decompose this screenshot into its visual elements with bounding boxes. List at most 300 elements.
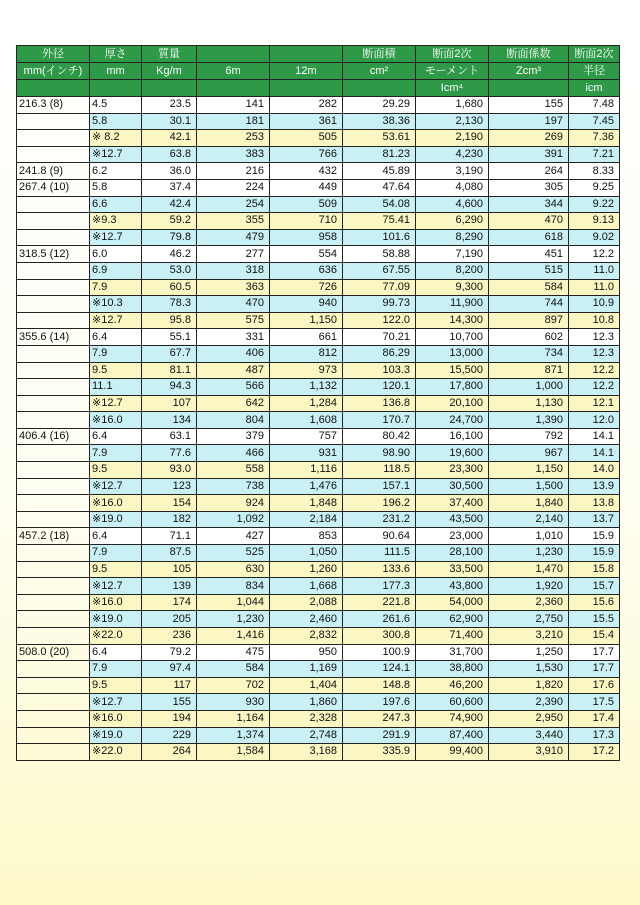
area-cell: 47.64 — [343, 179, 416, 196]
moment-cell: 31,700 — [416, 644, 489, 661]
moment-cell: 10,700 — [416, 329, 489, 346]
header-blank — [489, 80, 569, 97]
od-cell: 508.0 (20) — [17, 644, 90, 661]
header-area: 断面積 — [343, 46, 416, 63]
moment-cell: 1,680 — [416, 97, 489, 114]
area-cell: 221.8 — [343, 594, 416, 611]
radius-cell: 13.8 — [569, 495, 620, 512]
radius-cell: 7.48 — [569, 97, 620, 114]
od-cell — [17, 279, 90, 296]
header-area-unit: cm² — [343, 63, 416, 80]
radius-cell: 15.4 — [569, 628, 620, 645]
radius-cell: 12.1 — [569, 395, 620, 412]
weight-12m-cell: 1,132 — [270, 379, 343, 396]
area-cell: 196.2 — [343, 495, 416, 512]
od-cell: 241.8 (9) — [17, 163, 90, 180]
od-cell — [17, 495, 90, 512]
moment-cell: 43,800 — [416, 578, 489, 595]
area-cell: 38.36 — [343, 113, 416, 130]
table-row — [17, 345, 620, 362]
od-cell — [17, 594, 90, 611]
thickness-cell: 6.4 — [90, 644, 142, 661]
weight-6m-cell: 216 — [197, 163, 270, 180]
table-row — [17, 262, 620, 279]
moment-cell: 16,100 — [416, 428, 489, 445]
radius-cell: 17.7 — [569, 661, 620, 678]
modulus-cell: 305 — [489, 179, 569, 196]
header-modulus: 断面係数 — [489, 46, 569, 63]
area-cell: 53.61 — [343, 130, 416, 147]
table-row — [17, 511, 620, 528]
modulus-cell: 1,150 — [489, 462, 569, 479]
weight-12m-cell: 1,848 — [270, 495, 343, 512]
header-od: 外径 — [17, 46, 90, 63]
od-cell — [17, 727, 90, 744]
header-blank — [17, 80, 90, 97]
radius-cell: 11.0 — [569, 262, 620, 279]
header-blank — [90, 80, 142, 97]
od-cell: 216.3 (8) — [17, 97, 90, 114]
radius-cell: 9.13 — [569, 213, 620, 230]
weight-12m-cell: 757 — [270, 428, 343, 445]
header-thickness: 厚さ — [90, 46, 142, 63]
od-cell — [17, 545, 90, 562]
od-cell: 267.4 (10) — [17, 179, 90, 196]
table-row — [17, 528, 620, 545]
weight-6m-cell: 383 — [197, 146, 270, 163]
header-mass: 質量 — [142, 46, 197, 63]
weight-12m-cell: 2,460 — [270, 611, 343, 628]
od-cell — [17, 561, 90, 578]
modulus-cell: 391 — [489, 146, 569, 163]
modulus-cell: 602 — [489, 329, 569, 346]
od-cell — [17, 694, 90, 711]
thickness-cell: 4.5 — [90, 97, 142, 114]
mass-cell: 77.6 — [142, 445, 197, 462]
modulus-cell: 1,130 — [489, 395, 569, 412]
mass-cell: 117 — [142, 677, 197, 694]
weight-12m-cell: 973 — [270, 362, 343, 379]
radius-cell: 8.33 — [569, 163, 620, 180]
weight-12m-cell: 1,860 — [270, 694, 343, 711]
area-cell: 29.29 — [343, 97, 416, 114]
area-cell: 157.1 — [343, 478, 416, 495]
mass-cell: 205 — [142, 611, 197, 628]
header-blank — [197, 80, 270, 97]
area-cell: 120.1 — [343, 379, 416, 396]
weight-6m-cell: 584 — [197, 661, 270, 678]
weight-12m-cell: 449 — [270, 179, 343, 196]
area-cell: 133.6 — [343, 561, 416, 578]
modulus-cell: 734 — [489, 345, 569, 362]
area-cell: 247.3 — [343, 710, 416, 727]
moment-cell: 23,000 — [416, 528, 489, 545]
table-row — [17, 578, 620, 595]
od-cell — [17, 628, 90, 645]
table-row — [17, 744, 620, 761]
weight-6m-cell: 427 — [197, 528, 270, 545]
moment-cell: 13,000 — [416, 345, 489, 362]
weight-12m-cell: 2,088 — [270, 594, 343, 611]
area-cell: 170.7 — [343, 412, 416, 429]
od-cell: 318.5 (12) — [17, 246, 90, 263]
weight-6m-cell: 355 — [197, 213, 270, 230]
header-row-3 — [17, 80, 620, 97]
thickness-cell: ※ 8.2 — [90, 130, 142, 147]
od-cell — [17, 146, 90, 163]
weight-6m-cell: 1,230 — [197, 611, 270, 628]
mass-cell: 154 — [142, 495, 197, 512]
weight-12m-cell: 636 — [270, 262, 343, 279]
modulus-cell: 1,820 — [489, 677, 569, 694]
weight-6m-cell: 1,044 — [197, 594, 270, 611]
weight-6m-cell: 1,164 — [197, 710, 270, 727]
table-row — [17, 379, 620, 396]
header-radius-label: 半径 — [569, 63, 620, 80]
weight-12m-cell: 766 — [270, 146, 343, 163]
radius-cell: 14.1 — [569, 428, 620, 445]
weight-12m-cell: 853 — [270, 528, 343, 545]
weight-12m-cell: 950 — [270, 644, 343, 661]
thickness-cell: 6.0 — [90, 246, 142, 263]
od-cell — [17, 462, 90, 479]
mass-cell: 37.4 — [142, 179, 197, 196]
modulus-cell: 3,440 — [489, 727, 569, 744]
thickness-cell: 6.4 — [90, 428, 142, 445]
weight-6m-cell: 834 — [197, 578, 270, 595]
radius-cell: 14.1 — [569, 445, 620, 462]
thickness-cell: 5.8 — [90, 179, 142, 196]
thickness-cell: 6.4 — [90, 528, 142, 545]
radius-cell: 9.25 — [569, 179, 620, 196]
od-cell — [17, 611, 90, 628]
modulus-cell: 871 — [489, 362, 569, 379]
moment-cell: 11,900 — [416, 296, 489, 313]
thickness-cell: ※10.3 — [90, 296, 142, 313]
weight-6m-cell: 738 — [197, 478, 270, 495]
mass-cell: 264 — [142, 744, 197, 761]
modulus-cell: 2,140 — [489, 511, 569, 528]
area-cell: 81.23 — [343, 146, 416, 163]
area-cell: 136.8 — [343, 395, 416, 412]
table-row — [17, 279, 620, 296]
modulus-cell: 1,920 — [489, 578, 569, 595]
weight-6m-cell: 331 — [197, 329, 270, 346]
weight-6m-cell: 702 — [197, 677, 270, 694]
mass-cell: 55.1 — [142, 329, 197, 346]
mass-cell: 229 — [142, 727, 197, 744]
mass-cell: 81.1 — [142, 362, 197, 379]
mass-cell: 59.2 — [142, 213, 197, 230]
thickness-cell: 7.9 — [90, 661, 142, 678]
thickness-cell: ※12.7 — [90, 146, 142, 163]
moment-cell: 4,230 — [416, 146, 489, 163]
weight-6m-cell: 479 — [197, 229, 270, 246]
modulus-cell: 3,910 — [489, 744, 569, 761]
thickness-cell: 9.5 — [90, 462, 142, 479]
mass-cell: 94.3 — [142, 379, 197, 396]
modulus-cell: 269 — [489, 130, 569, 147]
modulus-cell: 264 — [489, 163, 569, 180]
radius-cell: 15.8 — [569, 561, 620, 578]
mass-cell: 139 — [142, 578, 197, 595]
header-radius: 断面2次 — [569, 46, 620, 63]
mass-cell: 36.0 — [142, 163, 197, 180]
modulus-cell: 1,840 — [489, 495, 569, 512]
od-cell: 355.6 (14) — [17, 329, 90, 346]
od-cell — [17, 196, 90, 213]
weight-6m-cell: 363 — [197, 279, 270, 296]
table-row — [17, 727, 620, 744]
moment-cell: 37,400 — [416, 495, 489, 512]
weight-12m-cell: 1,116 — [270, 462, 343, 479]
area-cell: 77.09 — [343, 279, 416, 296]
radius-cell: 12.2 — [569, 379, 620, 396]
od-cell: 406.4 (16) — [17, 428, 90, 445]
table-row — [17, 428, 620, 445]
moment-cell: 30,500 — [416, 478, 489, 495]
radius-cell: 12.2 — [569, 246, 620, 263]
od-cell — [17, 379, 90, 396]
weight-6m-cell: 379 — [197, 428, 270, 445]
thickness-cell: ※12.7 — [90, 694, 142, 711]
radius-cell: 12.3 — [569, 345, 620, 362]
weight-6m-cell: 558 — [197, 462, 270, 479]
weight-6m-cell: 630 — [197, 561, 270, 578]
thickness-cell: 6.9 — [90, 262, 142, 279]
modulus-cell: 1,470 — [489, 561, 569, 578]
area-cell: 291.9 — [343, 727, 416, 744]
header-thickness-unit: mm — [90, 63, 142, 80]
weight-12m-cell: 2,184 — [270, 511, 343, 528]
radius-cell: 10.8 — [569, 312, 620, 329]
radius-cell: 7.36 — [569, 130, 620, 147]
weight-6m-cell: 930 — [197, 694, 270, 711]
radius-cell: 17.4 — [569, 710, 620, 727]
table-row — [17, 146, 620, 163]
weight-6m-cell: 277 — [197, 246, 270, 263]
area-cell: 335.9 — [343, 744, 416, 761]
weight-6m-cell: 224 — [197, 179, 270, 196]
table-row — [17, 694, 620, 711]
weight-12m-cell: 710 — [270, 213, 343, 230]
od-cell — [17, 478, 90, 495]
radius-cell: 9.02 — [569, 229, 620, 246]
header-6m — [197, 46, 270, 63]
modulus-cell: 2,950 — [489, 710, 569, 727]
radius-cell: 17.6 — [569, 677, 620, 694]
radius-cell: 9.22 — [569, 196, 620, 213]
weight-12m-cell: 1,476 — [270, 478, 343, 495]
radius-cell: 11.0 — [569, 279, 620, 296]
moment-cell: 99,400 — [416, 744, 489, 761]
weight-12m-cell: 505 — [270, 130, 343, 147]
area-cell: 45.89 — [343, 163, 416, 180]
modulus-cell: 197 — [489, 113, 569, 130]
pipe-spec-table — [16, 45, 620, 761]
od-cell — [17, 412, 90, 429]
modulus-cell: 1,390 — [489, 412, 569, 429]
mass-cell: 53.0 — [142, 262, 197, 279]
mass-cell: 87.5 — [142, 545, 197, 562]
modulus-cell: 515 — [489, 262, 569, 279]
moment-cell: 43,500 — [416, 511, 489, 528]
area-cell: 100.9 — [343, 644, 416, 661]
thickness-cell: 6.6 — [90, 196, 142, 213]
table-body — [17, 97, 620, 761]
moment-cell: 23,300 — [416, 462, 489, 479]
table-row — [17, 395, 620, 412]
weight-6m-cell: 466 — [197, 445, 270, 462]
radius-cell: 10.9 — [569, 296, 620, 313]
table-row — [17, 113, 620, 130]
moment-cell: 2,190 — [416, 130, 489, 147]
radius-cell: 7.45 — [569, 113, 620, 130]
header-12m — [270, 46, 343, 63]
moment-cell: 8,200 — [416, 262, 489, 279]
moment-cell: 71,400 — [416, 628, 489, 645]
thickness-cell: 7.9 — [90, 545, 142, 562]
area-cell: 111.5 — [343, 545, 416, 562]
table-row — [17, 594, 620, 611]
od-cell — [17, 578, 90, 595]
radius-cell: 17.5 — [569, 694, 620, 711]
moment-cell: 14,300 — [416, 312, 489, 329]
weight-12m-cell: 554 — [270, 246, 343, 263]
header-modulus-unit: Zcm³ — [489, 63, 569, 80]
area-cell: 70.21 — [343, 329, 416, 346]
radius-cell: 12.3 — [569, 329, 620, 346]
table-row — [17, 312, 620, 329]
weight-6m-cell: 181 — [197, 113, 270, 130]
modulus-cell: 1,010 — [489, 528, 569, 545]
od-cell — [17, 296, 90, 313]
area-cell: 90.64 — [343, 528, 416, 545]
header-6m-label: 6m — [197, 63, 270, 80]
area-cell: 148.8 — [343, 677, 416, 694]
modulus-cell: 1,250 — [489, 644, 569, 661]
radius-cell: 15.7 — [569, 578, 620, 595]
radius-cell: 12.0 — [569, 412, 620, 429]
mass-cell: 182 — [142, 511, 197, 528]
header-blank — [270, 80, 343, 97]
modulus-cell: 2,390 — [489, 694, 569, 711]
header-moment-label: モーメント — [416, 63, 489, 80]
weight-6m-cell: 1,374 — [197, 727, 270, 744]
area-cell: 118.5 — [343, 462, 416, 479]
table-row — [17, 545, 620, 562]
table-row — [17, 196, 620, 213]
weight-12m-cell: 2,328 — [270, 710, 343, 727]
thickness-cell: 6.2 — [90, 163, 142, 180]
table-row — [17, 329, 620, 346]
table-row — [17, 628, 620, 645]
header-row-1 — [17, 46, 620, 63]
moment-cell: 4,600 — [416, 196, 489, 213]
modulus-cell: 897 — [489, 312, 569, 329]
header-radius-unit: icm — [569, 80, 620, 97]
modulus-cell: 1,230 — [489, 545, 569, 562]
area-cell: 80.42 — [343, 428, 416, 445]
mass-cell: 79.2 — [142, 644, 197, 661]
table-row — [17, 362, 620, 379]
weight-12m-cell: 432 — [270, 163, 343, 180]
moment-cell: 24,700 — [416, 412, 489, 429]
mass-cell: 60.5 — [142, 279, 197, 296]
moment-cell: 17,800 — [416, 379, 489, 396]
thickness-cell: ※19.0 — [90, 511, 142, 528]
thickness-cell: ※19.0 — [90, 727, 142, 744]
table-row — [17, 644, 620, 661]
radius-cell: 13.7 — [569, 511, 620, 528]
weight-12m-cell: 1,284 — [270, 395, 343, 412]
moment-cell: 74,900 — [416, 710, 489, 727]
modulus-cell: 618 — [489, 229, 569, 246]
mass-cell: 71.1 — [142, 528, 197, 545]
weight-12m-cell: 361 — [270, 113, 343, 130]
header-12m-label: 12m — [270, 63, 343, 80]
area-cell: 122.0 — [343, 312, 416, 329]
moment-cell: 6,290 — [416, 213, 489, 230]
mass-cell: 95.8 — [142, 312, 197, 329]
weight-12m-cell: 282 — [270, 97, 343, 114]
table-row — [17, 445, 620, 462]
modulus-cell: 155 — [489, 97, 569, 114]
weight-12m-cell: 1,404 — [270, 677, 343, 694]
area-cell: 86.29 — [343, 345, 416, 362]
area-cell: 197.6 — [343, 694, 416, 711]
moment-cell: 20,100 — [416, 395, 489, 412]
weight-6m-cell: 1,584 — [197, 744, 270, 761]
mass-cell: 46.2 — [142, 246, 197, 263]
moment-cell: 33,500 — [416, 561, 489, 578]
thickness-cell: ※9.3 — [90, 213, 142, 230]
header-row-2 — [17, 63, 620, 80]
mass-cell: 79.8 — [142, 229, 197, 246]
od-cell — [17, 661, 90, 678]
area-cell: 103.3 — [343, 362, 416, 379]
thickness-cell: 7.9 — [90, 345, 142, 362]
weight-6m-cell: 924 — [197, 495, 270, 512]
mass-cell: 123 — [142, 478, 197, 495]
thickness-cell: ※16.0 — [90, 495, 142, 512]
mass-cell: 63.8 — [142, 146, 197, 163]
thickness-cell: 9.5 — [90, 362, 142, 379]
mass-cell: 93.0 — [142, 462, 197, 479]
mass-cell: 107 — [142, 395, 197, 412]
table-row — [17, 296, 620, 313]
modulus-cell: 470 — [489, 213, 569, 230]
thickness-cell: ※12.7 — [90, 578, 142, 595]
modulus-cell: 2,360 — [489, 594, 569, 611]
moment-cell: 3,190 — [416, 163, 489, 180]
modulus-cell: 967 — [489, 445, 569, 462]
moment-cell: 4,080 — [416, 179, 489, 196]
mass-cell: 134 — [142, 412, 197, 429]
table-row — [17, 478, 620, 495]
modulus-cell: 1,500 — [489, 478, 569, 495]
area-cell: 98.90 — [343, 445, 416, 462]
radius-cell: 15.9 — [569, 545, 620, 562]
header-blank — [142, 80, 197, 97]
weight-12m-cell: 1,050 — [270, 545, 343, 562]
header-moment: 断面2次 — [416, 46, 489, 63]
mass-cell: 42.1 — [142, 130, 197, 147]
radius-cell: 15.9 — [569, 528, 620, 545]
mass-cell: 236 — [142, 628, 197, 645]
weight-6m-cell: 487 — [197, 362, 270, 379]
od-cell — [17, 744, 90, 761]
